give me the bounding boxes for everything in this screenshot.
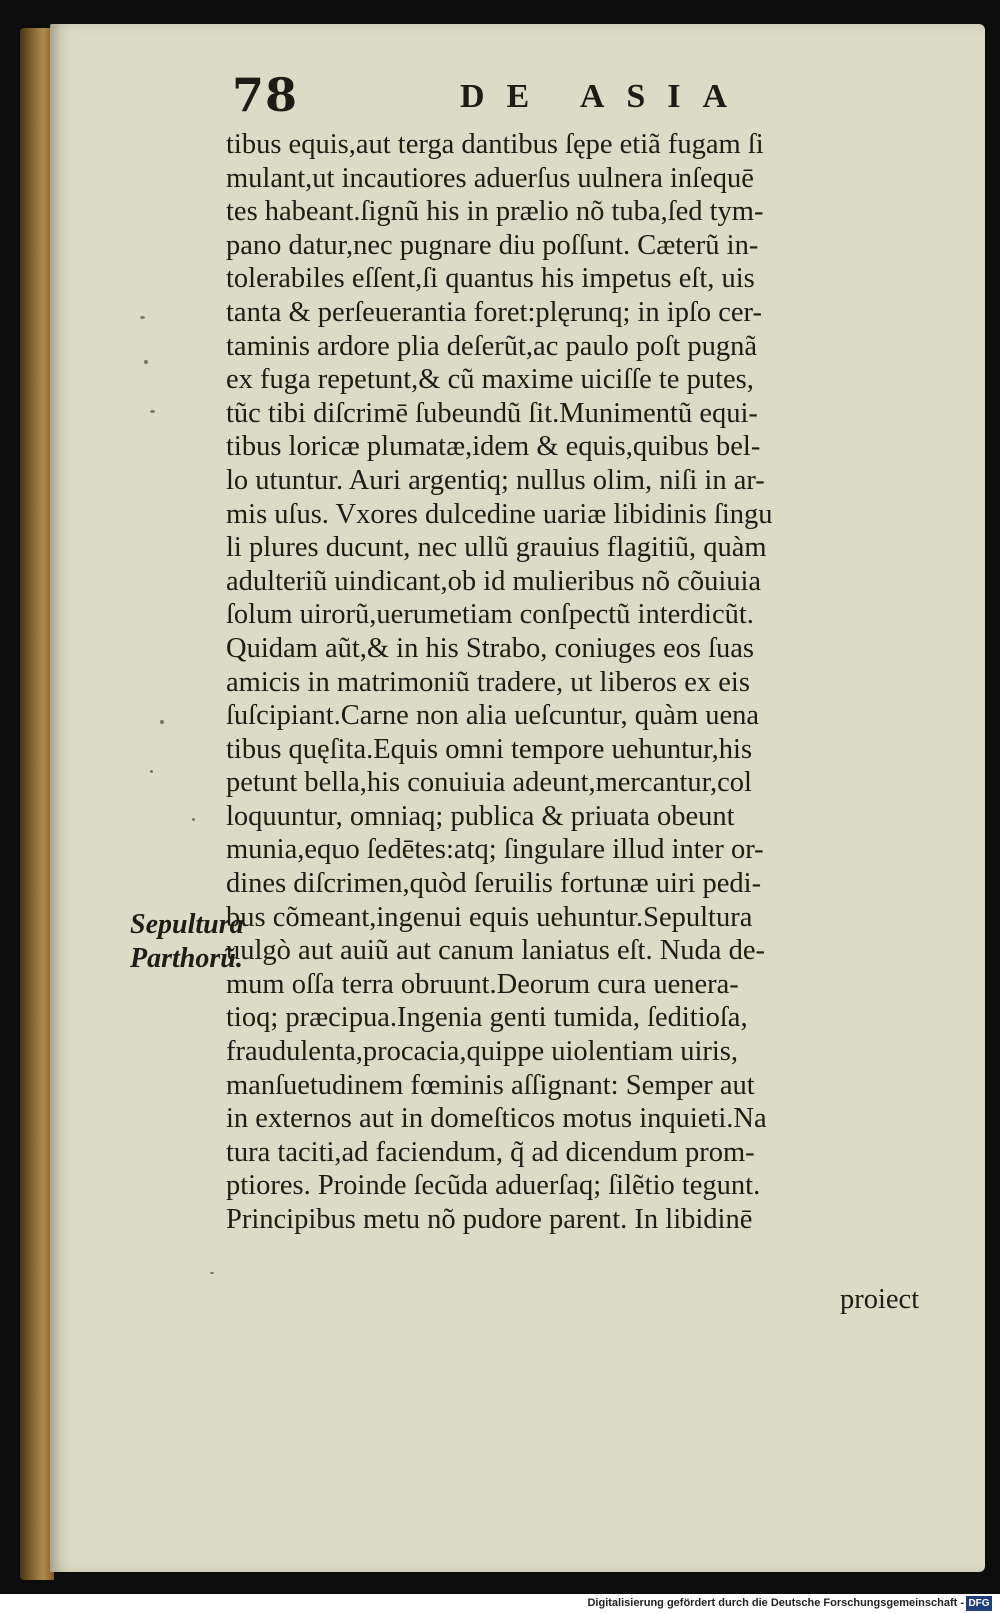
- ink-speck: [160, 720, 164, 724]
- text-line: li plures ducunt, nec ullũ grauius flagitiũ, quàm: [226, 532, 767, 564]
- book-spine: [20, 28, 54, 1580]
- text-line: in externos aut in domeſticos motus inquieti.Na: [226, 1103, 767, 1135]
- text-line: tanta & perſeuerantia foret:plęrunq; in ipſo cer-: [226, 296, 762, 328]
- text-line: adulteriũ uindicant,ob id mulieribus nõ cõuiuia: [226, 565, 762, 597]
- text-line: fraudulenta,procacia,quippe uiolentiam uiris,: [226, 1036, 739, 1068]
- text-line: ſuſcipiant.Carne non alia ueſcuntur, quàm uena: [226, 700, 760, 732]
- ink-speck: [150, 410, 155, 413]
- text-line: tioq; præcipua.Ingenia genti tumida, ſeditioſa,: [226, 1002, 748, 1034]
- catchword: proiect: [840, 1284, 920, 1315]
- text-line: bus cõmeant,ingenui equis uehuntur.Sepultura: [226, 901, 753, 933]
- text-line: tura taciti,ad faciendum, q̃ ad dicendum prom-: [226, 1136, 755, 1168]
- text-line: Principibus metu nõ pudore parent. In libidinē: [226, 1204, 753, 1235]
- text-line: manſuetudinem fœminis aſſignant: Semper aut: [226, 1069, 755, 1101]
- text-line: ſolum uirorũ,uerumetiam conſpectũ interdicũt.: [226, 599, 754, 631]
- text-line: lo utuntur. Auri argentiq; nullus olim, niſi in ar-: [226, 464, 765, 496]
- page-number: 78: [232, 68, 299, 122]
- text-line: loquuntur, omniaq; publica & priuata obeunt: [226, 800, 735, 832]
- text-line: tibus quęſita.Equis omni tempore uehuntur,his: [226, 733, 753, 765]
- text-line: tibus equis,aut terga dantibus ſępe etiã fugam ſi: [226, 129, 764, 160]
- text-line: mis uſus. Vxores dulcedine uariæ libidinis ſingu: [226, 498, 773, 530]
- funding-credit: Digitalisierung gefördert durch die Deutsche Forschungsgemeinschaft -: [587, 1597, 964, 1609]
- marginal-note-line: Sepultura: [130, 909, 244, 940]
- marginal-note: [130, 908, 270, 976]
- dfg-logo: DFG: [966, 1596, 992, 1611]
- text-line: dines diſcrimen,quòd ſeruilis fortunæ uiri pedi-: [226, 868, 762, 900]
- body-text: [226, 128, 954, 1237]
- text-line: ex fuga repetunt,& cũ maxime uiciſſe te putes,: [226, 364, 754, 396]
- text-line: amicis in matrimoniũ tradere, ut liberos ex eis: [226, 666, 750, 698]
- running-head: [232, 68, 792, 128]
- text-line: uulgò aut auiũ aut canum laniatus eſt. Nuda de-: [226, 935, 765, 967]
- text-line: tolerabiles eſſent,ſi quantus his impetus eſt, uis: [226, 263, 755, 295]
- text-line: munia,equo ſedētes:atq; ſingulare illud inter or-: [226, 834, 764, 866]
- text-line: taminis ardore plia deſerũt,ac paulo poſt pugnã: [226, 330, 758, 362]
- text-line: ptiores. Proinde ſecũda aduerſaq; ſilẽtio tegunt.: [226, 1170, 761, 1202]
- ink-speck: [192, 818, 195, 821]
- text-line: mum oſſa terra obruunt.Deorum cura uenera-: [226, 968, 739, 1000]
- ink-speck: [150, 770, 153, 773]
- running-title: DE ASIA: [460, 78, 750, 115]
- text-line: tũc tibi diſcrimē ſubeundũ ſit.Munimentũ equi-: [226, 397, 758, 429]
- text-line: mulant,ut incautiores aduerſus uulnera inſequē: [226, 162, 754, 194]
- ink-speck: [144, 360, 148, 364]
- text-line: petunt bella,his conuiuia adeunt,mercantur,col: [226, 767, 752, 799]
- text-line: Quidam aũt,& in his Strabo, coniuges eos ſuas: [226, 632, 754, 664]
- text-line: pano datur,nec pugnare diu poſſunt. Cæterũ in-: [226, 229, 759, 261]
- ink-speck: [210, 1272, 214, 1274]
- marginal-note-line: Parthorũ.: [130, 943, 243, 974]
- text-line: tes habeant.ſignũ his in prælio nõ tuba,ſed tym-: [226, 196, 764, 228]
- ink-speck: [140, 316, 145, 319]
- text-line: tibus loricæ plumatæ,idem & equis,quibus bel-: [226, 431, 761, 463]
